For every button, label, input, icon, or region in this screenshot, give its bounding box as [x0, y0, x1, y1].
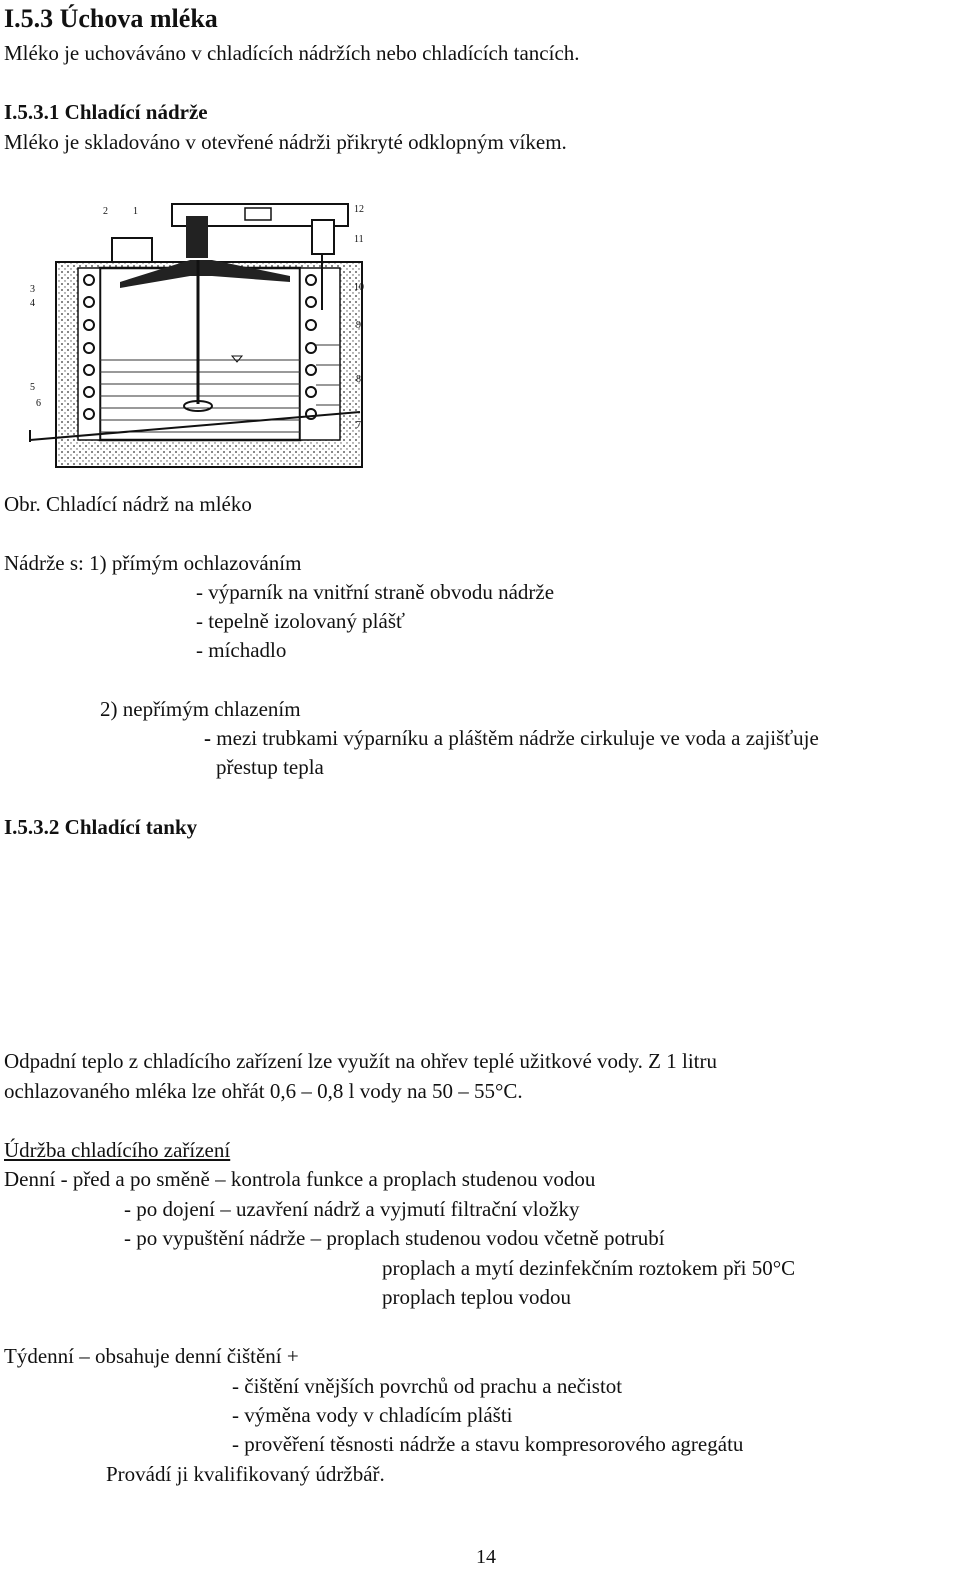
agitator-motor — [186, 216, 208, 258]
maintenance-daily-3: - po vypuštění nádrže – proplach studenou vodou včetně potrubí — [124, 1226, 665, 1250]
inner-tank — [100, 268, 300, 440]
maintenance-note: Provádí ji kvalifikovaný údržbář. — [106, 1462, 385, 1486]
maintenance-weekly-2: - výměna vody v chladícím plášti — [232, 1403, 513, 1427]
figure-label-9: 9 — [356, 320, 361, 331]
maintenance-weekly-3: - prověření těsnosti nádrže a stavu kompresorového agregátu — [232, 1432, 744, 1456]
indirect-text: mezi trubkami výparníku a pláštěm nádrže cirkuluje ve voda a zajišťuje — [211, 726, 819, 750]
direct-item-3: - míchadlo — [196, 638, 287, 662]
maintenance-weekly: Týdenní – obsahuje denní čištění + — [4, 1344, 299, 1368]
indirect-line — [204, 723, 819, 753]
figure-label-10: 10 — [354, 282, 364, 293]
figure-label-5: 5 — [30, 382, 35, 393]
heat-line-2: ochlazovaného mléka lze ohřát 0,6 – 0,8 l vody na 50 – 55°C. — [4, 1079, 523, 1103]
maintenance-daily-4: proplach a mytí dezinfekčním roztokem při 50°C — [382, 1256, 796, 1280]
maintenance-heading: Údržba chladícího zařízení — [4, 1138, 231, 1162]
section-heading: I.5.3 Úchova mléka — [4, 4, 218, 33]
maintenance-daily-5: proplach teplou vodou — [382, 1285, 571, 1309]
figure-label-4: 4 — [30, 298, 35, 309]
page-number: 14 — [476, 1546, 496, 1568]
figure-label-2: 2 — [103, 206, 108, 217]
figure-label-7: 7 — [356, 420, 361, 431]
figure-label-3: 3 — [30, 284, 35, 295]
cooling-tank-figure — [0, 180, 420, 490]
figure-label-6: 6 — [36, 398, 41, 409]
maintenance-weekly-1: - čištění vnějších povrchů od prachu a nečistot — [232, 1374, 623, 1398]
maintenance-daily-2: - po dojení – uzavření nádrž a vyjmutí filtrační vložky — [124, 1197, 580, 1221]
indirect-dash: - — [204, 726, 211, 750]
subsection1-heading: I.5.3.1 Chladící nádrže — [4, 100, 208, 124]
figure-label-8: 8 — [356, 374, 361, 385]
subsection1-text: Mléko je skladováno v otevřené nádrži přikryté odklopným víkem. — [4, 130, 567, 154]
direct-item-2: - tepelně izolovaný plášť — [196, 609, 405, 633]
indirect-text2: přestup tepla — [216, 755, 324, 779]
section-intro: Mléko je uchováváno v chladících nádržích nebo chladících tancích. — [4, 41, 580, 65]
figure-label-12: 12 — [354, 204, 364, 215]
subsection2-heading: I.5.3.2 Chladící tanky — [4, 815, 198, 839]
tanks-intro: Nádrže s: 1) přímým ochlazováním — [4, 551, 302, 575]
indirect-heading: 2) nepřímým chlazením — [100, 697, 301, 721]
figure-caption: Obr. Chladící nádrž na mléko — [4, 492, 252, 516]
heat-line-1: Odpadní teplo z chladícího zařízení lze využít na ohřev teplé užitkové vody. Z 1 litru — [4, 1049, 717, 1073]
figure-label-11: 11 — [354, 234, 364, 245]
figure-label-1: 1 — [133, 206, 138, 217]
maintenance-daily: Denní - před a po směně – kontrola funkce a proplach studenou vodou — [4, 1167, 596, 1191]
direct-item-1: - výparník na vnitřní straně obvodu nádrže — [196, 580, 555, 604]
